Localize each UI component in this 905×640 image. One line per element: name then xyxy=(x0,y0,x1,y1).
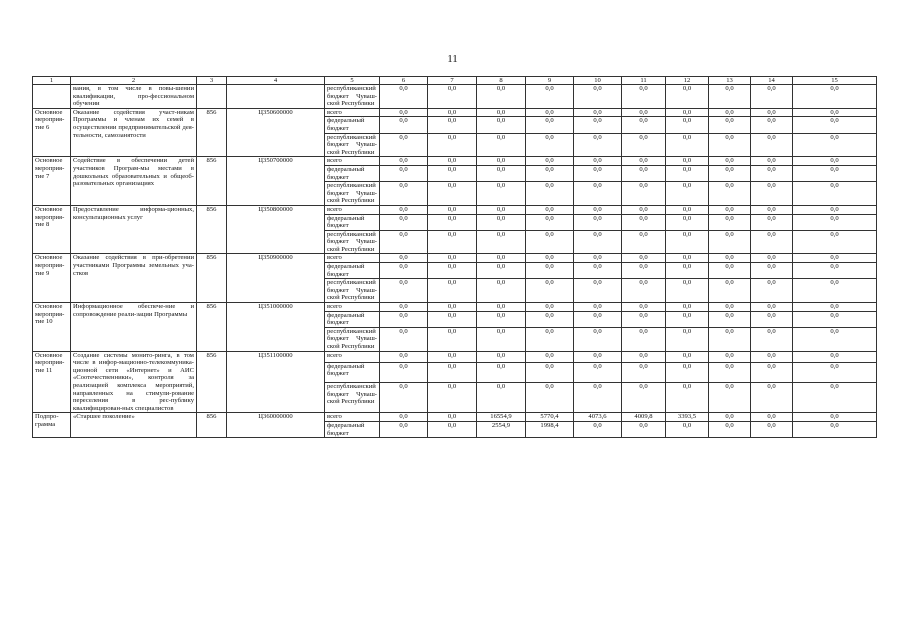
column-header: 2 xyxy=(71,77,197,85)
row-description: вания, в том числе в повы-шении квалификации, про-фессиональном обучении xyxy=(71,85,197,109)
amount-cell: 0,0 xyxy=(666,279,709,303)
funding-source: всего xyxy=(325,351,380,362)
amount-cell: 0,0 xyxy=(666,311,709,327)
amount-cell: 0,0 xyxy=(477,85,526,109)
funding-source: всего xyxy=(325,157,380,166)
amount-cell: 0,0 xyxy=(526,263,574,279)
amount-cell: 0,0 xyxy=(793,279,877,303)
amount-cell: 0,0 xyxy=(751,362,793,383)
amount-cell: 0,0 xyxy=(622,205,666,214)
amount-cell: 0,0 xyxy=(622,165,666,181)
amount-cell: 0,0 xyxy=(709,214,751,230)
amount-cell: 0,0 xyxy=(751,230,793,254)
amount-cell: 0,0 xyxy=(380,182,428,206)
amount-cell: 0,0 xyxy=(428,108,477,117)
amount-cell: 0,0 xyxy=(477,157,526,166)
amount-cell: 0,0 xyxy=(622,85,666,109)
amount-cell: 0,0 xyxy=(380,362,428,383)
amount-cell: 0,0 xyxy=(709,303,751,312)
amount-cell: 0,0 xyxy=(526,279,574,303)
amount-cell: 0,0 xyxy=(380,165,428,181)
amount-cell: 0,0 xyxy=(751,108,793,117)
amount-cell: 4073,6 xyxy=(574,413,622,422)
amount-cell: 0,0 xyxy=(622,327,666,351)
amount-cell: 0,0 xyxy=(380,413,428,422)
column-header: 10 xyxy=(574,77,622,85)
grbs-code: 856 xyxy=(197,108,227,157)
funding-source: республиканский бюджет Чуваш-ской Республики xyxy=(325,182,380,206)
amount-cell: 0,0 xyxy=(793,133,877,157)
amount-cell: 0,0 xyxy=(428,327,477,351)
amount-cell: 0,0 xyxy=(574,214,622,230)
amount-cell: 0,0 xyxy=(751,205,793,214)
amount-cell: 0,0 xyxy=(751,421,793,437)
amount-cell: 0,0 xyxy=(574,327,622,351)
amount-cell: 0,0 xyxy=(428,165,477,181)
amount-cell: 0,0 xyxy=(666,133,709,157)
amount-cell: 0,0 xyxy=(526,230,574,254)
header-row xyxy=(33,77,877,85)
amount-cell: 0,0 xyxy=(751,182,793,206)
amount-cell: 0,0 xyxy=(574,205,622,214)
amount-cell: 0,0 xyxy=(526,133,574,157)
amount-cell: 2554,9 xyxy=(477,421,526,437)
amount-cell: 0,0 xyxy=(574,383,622,413)
amount-cell: 0,0 xyxy=(793,108,877,117)
amount-cell: 0,0 xyxy=(751,117,793,133)
amount-cell: 0,0 xyxy=(666,214,709,230)
amount-cell: 0,0 xyxy=(477,279,526,303)
amount-cell: 0,0 xyxy=(666,351,709,362)
funding-table xyxy=(32,76,877,438)
amount-cell: 0,0 xyxy=(793,303,877,312)
amount-cell: 0,0 xyxy=(526,351,574,362)
amount-cell: 0,0 xyxy=(526,117,574,133)
amount-cell: 0,0 xyxy=(477,230,526,254)
amount-cell: 0,0 xyxy=(622,311,666,327)
amount-cell: 5770,4 xyxy=(526,413,574,422)
column-header: 8 xyxy=(477,77,526,85)
amount-cell: 0,0 xyxy=(526,327,574,351)
amount-cell: 0,0 xyxy=(526,165,574,181)
amount-cell: 0,0 xyxy=(709,421,751,437)
amount-cell: 0,0 xyxy=(751,383,793,413)
amount-cell: 0,0 xyxy=(666,327,709,351)
amount-cell: 0,0 xyxy=(793,413,877,422)
funding-source: федеральный бюджет xyxy=(325,362,380,383)
amount-cell: 0,0 xyxy=(709,327,751,351)
amount-cell: 0,0 xyxy=(709,165,751,181)
amount-cell: 0,0 xyxy=(666,383,709,413)
amount-cell: 0,0 xyxy=(477,303,526,312)
table-row xyxy=(33,205,877,214)
grbs-code: 856 xyxy=(197,303,227,352)
amount-cell: 0,0 xyxy=(751,214,793,230)
funding-source: федеральный бюджет xyxy=(325,214,380,230)
amount-cell: 0,0 xyxy=(793,230,877,254)
column-header: 14 xyxy=(751,77,793,85)
amount-cell: 0,0 xyxy=(574,157,622,166)
amount-cell: 0,0 xyxy=(574,254,622,263)
amount-cell: 0,0 xyxy=(751,165,793,181)
amount-cell: 0,0 xyxy=(477,165,526,181)
amount-cell: 0,0 xyxy=(428,214,477,230)
amount-cell: 0,0 xyxy=(380,205,428,214)
amount-cell: 0,0 xyxy=(477,182,526,206)
amount-cell: 0,0 xyxy=(428,421,477,437)
amount-cell: 0,0 xyxy=(622,133,666,157)
amount-cell: 0,0 xyxy=(526,383,574,413)
funding-source: всего xyxy=(325,303,380,312)
table-row xyxy=(33,303,877,312)
amount-cell: 0,0 xyxy=(477,263,526,279)
amount-cell: 0,0 xyxy=(709,133,751,157)
column-header: 7 xyxy=(428,77,477,85)
funding-source: федеральный бюджет xyxy=(325,165,380,181)
amount-cell: 0,0 xyxy=(751,133,793,157)
amount-cell: 0,0 xyxy=(751,254,793,263)
amount-cell: 0,0 xyxy=(793,327,877,351)
amount-cell: 0,0 xyxy=(380,263,428,279)
amount-cell: 0,0 xyxy=(428,230,477,254)
amount-cell: 0,0 xyxy=(751,303,793,312)
amount-cell: 0,0 xyxy=(666,230,709,254)
amount-cell: 4009,8 xyxy=(622,413,666,422)
funding-source: республиканский бюджет Чуваш-ской Республики xyxy=(325,133,380,157)
amount-cell: 0,0 xyxy=(526,303,574,312)
amount-cell: 0,0 xyxy=(666,205,709,214)
amount-cell: 0,0 xyxy=(793,383,877,413)
column-header: 3 xyxy=(197,77,227,85)
row-description: «Старшее поколение» xyxy=(71,413,197,438)
amount-cell: 0,0 xyxy=(526,182,574,206)
amount-cell: 0,0 xyxy=(793,85,877,109)
column-header: 13 xyxy=(709,77,751,85)
amount-cell: 3393,5 xyxy=(666,413,709,422)
grbs-code xyxy=(197,85,227,109)
amount-cell: 0,0 xyxy=(622,383,666,413)
amount-cell: 0,0 xyxy=(751,311,793,327)
row-description: Информационное обеспече-ние и сопровождение реали-зации Программы xyxy=(71,303,197,352)
amount-cell: 0,0 xyxy=(526,205,574,214)
grbs-code: 856 xyxy=(197,157,227,206)
funding-source: республиканский бюджет Чуваш-ской Республики xyxy=(325,85,380,109)
amount-cell: 0,0 xyxy=(574,133,622,157)
budget-code: Ц351000000 xyxy=(227,303,325,352)
amount-cell: 0,0 xyxy=(622,157,666,166)
grbs-code: 856 xyxy=(197,413,227,438)
amount-cell: 0,0 xyxy=(622,421,666,437)
budget-code: Ц360000000 xyxy=(227,413,325,438)
amount-cell: 0,0 xyxy=(477,351,526,362)
amount-cell: 0,0 xyxy=(622,214,666,230)
column-header: 5 xyxy=(325,77,380,85)
amount-cell: 0,0 xyxy=(574,303,622,312)
amount-cell: 0,0 xyxy=(574,362,622,383)
amount-cell: 0,0 xyxy=(709,108,751,117)
amount-cell: 0,0 xyxy=(709,182,751,206)
amount-cell: 0,0 xyxy=(709,157,751,166)
grbs-code: 856 xyxy=(197,205,227,254)
row-description: Оказание содействия участ-никам Программы и членам их семей в осуществлении предпринимательской дея-тельности, самозанятости xyxy=(71,108,197,157)
amount-cell: 0,0 xyxy=(574,182,622,206)
amount-cell: 0,0 xyxy=(380,351,428,362)
amount-cell: 0,0 xyxy=(380,421,428,437)
funding-source: всего xyxy=(325,413,380,422)
amount-cell: 0,0 xyxy=(793,263,877,279)
amount-cell: 0,0 xyxy=(380,157,428,166)
amount-cell: 0,0 xyxy=(574,117,622,133)
amount-cell: 0,0 xyxy=(622,362,666,383)
amount-cell: 0,0 xyxy=(574,311,622,327)
amount-cell: 0,0 xyxy=(380,311,428,327)
amount-cell: 0,0 xyxy=(666,165,709,181)
column-header: 1 xyxy=(33,77,71,85)
row-description: Содействие в обеспечении детей участников Програм-мы местами в дошкольных образовательных и общеоб-разовательных организациях xyxy=(71,157,197,206)
amount-cell: 0,0 xyxy=(380,214,428,230)
column-header: 12 xyxy=(666,77,709,85)
amount-cell: 0,0 xyxy=(526,362,574,383)
amount-cell: 0,0 xyxy=(793,117,877,133)
amount-cell: 0,0 xyxy=(622,351,666,362)
amount-cell: 0,0 xyxy=(709,413,751,422)
amount-cell: 0,0 xyxy=(622,254,666,263)
amount-cell: 0,0 xyxy=(428,263,477,279)
amount-cell: 0,0 xyxy=(428,311,477,327)
amount-cell: 0,0 xyxy=(666,263,709,279)
budget-code: Ц350800000 xyxy=(227,205,325,254)
amount-cell: 0,0 xyxy=(477,117,526,133)
amount-cell: 0,0 xyxy=(622,303,666,312)
amount-cell: 0,0 xyxy=(380,133,428,157)
column-header: 6 xyxy=(380,77,428,85)
amount-cell: 0,0 xyxy=(574,85,622,109)
amount-cell: 0,0 xyxy=(622,263,666,279)
amount-cell: 0,0 xyxy=(477,311,526,327)
amount-cell: 0,0 xyxy=(622,108,666,117)
row-label: Основное мероприя-тие 7 xyxy=(33,157,71,206)
budget-code: Ц351100000 xyxy=(227,351,325,413)
amount-cell: 0,0 xyxy=(751,327,793,351)
page-number: 11 xyxy=(447,53,458,65)
row-label: Подпро-грамма xyxy=(33,413,71,438)
column-header: 9 xyxy=(526,77,574,85)
amount-cell: 0,0 xyxy=(709,230,751,254)
row-description: Предоставление информа-ционных, консультационных услуг xyxy=(71,205,197,254)
amount-cell: 0,0 xyxy=(380,117,428,133)
amount-cell: 0,0 xyxy=(793,214,877,230)
amount-cell: 0,0 xyxy=(526,214,574,230)
row-description: Оказание содействия в при-обретении участниками Программы земельных уча-стков xyxy=(71,254,197,303)
amount-cell: 0,0 xyxy=(477,214,526,230)
amount-cell: 0,0 xyxy=(574,351,622,362)
amount-cell: 1998,4 xyxy=(526,421,574,437)
amount-cell: 0,0 xyxy=(622,117,666,133)
amount-cell: 0,0 xyxy=(751,85,793,109)
amount-cell: 0,0 xyxy=(428,157,477,166)
amount-cell: 0,0 xyxy=(793,205,877,214)
amount-cell: 0,0 xyxy=(793,157,877,166)
amount-cell: 0,0 xyxy=(380,279,428,303)
funding-source: всего xyxy=(325,254,380,263)
amount-cell: 0,0 xyxy=(380,303,428,312)
funding-source: республиканский бюджет Чуваш-ской Республики xyxy=(325,279,380,303)
amount-cell: 0,0 xyxy=(428,279,477,303)
amount-cell: 0,0 xyxy=(793,165,877,181)
amount-cell: 0,0 xyxy=(380,327,428,351)
amount-cell: 0,0 xyxy=(428,303,477,312)
amount-cell: 0,0 xyxy=(709,254,751,263)
amount-cell: 16554,9 xyxy=(477,413,526,422)
budget-code: Ц350900000 xyxy=(227,254,325,303)
amount-cell: 0,0 xyxy=(622,182,666,206)
budget-code xyxy=(227,85,325,109)
column-header: 11 xyxy=(622,77,666,85)
amount-cell: 0,0 xyxy=(526,254,574,263)
table-row xyxy=(33,157,877,166)
amount-cell: 0,0 xyxy=(428,254,477,263)
amount-cell: 0,0 xyxy=(793,351,877,362)
amount-cell: 0,0 xyxy=(428,205,477,214)
amount-cell: 0,0 xyxy=(574,165,622,181)
budget-code: Ц350600000 xyxy=(227,108,325,157)
amount-cell: 0,0 xyxy=(666,362,709,383)
amount-cell: 0,0 xyxy=(666,108,709,117)
row-label xyxy=(33,85,71,109)
row-description: Создание системы монито-ринга, в том числе в инфор-мационно-телекоммуника-ционной сети «Интернет» и АИС «Соотечественники», контроля за реализацией комплекса мероприятий, направленных на стимули-рование переселения в рес-публику квалифицирован-ных специалистов xyxy=(71,351,197,413)
row-label: Основное мероприя-тие 8 xyxy=(33,205,71,254)
amount-cell: 0,0 xyxy=(428,117,477,133)
funding-source: республиканский бюджет Чуваш-ской Республики xyxy=(325,230,380,254)
funding-source: всего xyxy=(325,205,380,214)
amount-cell: 0,0 xyxy=(793,362,877,383)
funding-source: республиканский бюджет Чуваш-ской Республики xyxy=(325,383,380,413)
amount-cell: 0,0 xyxy=(709,85,751,109)
amount-cell: 0,0 xyxy=(709,383,751,413)
table-row xyxy=(33,254,877,263)
amount-cell: 0,0 xyxy=(380,108,428,117)
amount-cell: 0,0 xyxy=(666,117,709,133)
amount-cell: 0,0 xyxy=(666,303,709,312)
amount-cell: 0,0 xyxy=(751,413,793,422)
funding-source: федеральный бюджет xyxy=(325,117,380,133)
amount-cell: 0,0 xyxy=(709,263,751,279)
row-label: Основное мероприя-тие 6 xyxy=(33,108,71,157)
amount-cell: 0,0 xyxy=(622,279,666,303)
amount-cell: 0,0 xyxy=(751,351,793,362)
amount-cell: 0,0 xyxy=(574,108,622,117)
amount-cell: 0,0 xyxy=(428,383,477,413)
amount-cell: 0,0 xyxy=(428,351,477,362)
amount-cell: 0,0 xyxy=(477,133,526,157)
amount-cell: 0,0 xyxy=(477,205,526,214)
amount-cell: 0,0 xyxy=(666,421,709,437)
amount-cell: 0,0 xyxy=(477,383,526,413)
amount-cell: 0,0 xyxy=(793,182,877,206)
table-body xyxy=(33,85,877,438)
amount-cell: 0,0 xyxy=(380,383,428,413)
amount-cell: 0,0 xyxy=(428,413,477,422)
table-row xyxy=(33,413,877,422)
amount-cell: 0,0 xyxy=(574,263,622,279)
amount-cell: 0,0 xyxy=(709,117,751,133)
funding-source: всего xyxy=(325,108,380,117)
amount-cell: 0,0 xyxy=(751,279,793,303)
amount-cell: 0,0 xyxy=(622,230,666,254)
amount-cell: 0,0 xyxy=(709,351,751,362)
amount-cell: 0,0 xyxy=(793,254,877,263)
amount-cell: 0,0 xyxy=(380,254,428,263)
row-label: Основное мероприя-тие 11 xyxy=(33,351,71,413)
funding-source: федеральный бюджет xyxy=(325,263,380,279)
amount-cell: 0,0 xyxy=(751,263,793,279)
amount-cell: 0,0 xyxy=(574,230,622,254)
grbs-code: 856 xyxy=(197,351,227,413)
table-row xyxy=(33,108,877,117)
amount-cell: 0,0 xyxy=(526,108,574,117)
amount-cell: 0,0 xyxy=(751,157,793,166)
row-label: Основное мероприя-тие 9 xyxy=(33,254,71,303)
amount-cell: 0,0 xyxy=(477,108,526,117)
amount-cell: 0,0 xyxy=(428,182,477,206)
table-row xyxy=(33,85,877,109)
funding-source: федеральный бюджет xyxy=(325,421,380,437)
amount-cell: 0,0 xyxy=(526,311,574,327)
amount-cell: 0,0 xyxy=(666,85,709,109)
amount-cell: 0,0 xyxy=(477,254,526,263)
amount-cell: 0,0 xyxy=(666,254,709,263)
amount-cell: 0,0 xyxy=(709,205,751,214)
column-header: 4 xyxy=(227,77,325,85)
amount-cell: 0,0 xyxy=(709,279,751,303)
amount-cell: 0,0 xyxy=(666,157,709,166)
amount-cell: 0,0 xyxy=(428,362,477,383)
budget-code: Ц350700000 xyxy=(227,157,325,206)
funding-source: федеральный бюджет xyxy=(325,311,380,327)
amount-cell: 0,0 xyxy=(526,85,574,109)
amount-cell: 0,0 xyxy=(793,311,877,327)
amount-cell: 0,0 xyxy=(380,230,428,254)
row-label: Основное мероприя-тие 10 xyxy=(33,303,71,352)
amount-cell: 0,0 xyxy=(574,421,622,437)
amount-cell: 0,0 xyxy=(428,133,477,157)
amount-cell: 0,0 xyxy=(793,421,877,437)
amount-cell: 0,0 xyxy=(709,362,751,383)
amount-cell: 0,0 xyxy=(574,279,622,303)
amount-cell: 0,0 xyxy=(428,85,477,109)
amount-cell: 0,0 xyxy=(666,182,709,206)
funding-source: республиканский бюджет Чуваш-ской Республики xyxy=(325,327,380,351)
column-header: 15 xyxy=(793,77,877,85)
grbs-code: 856 xyxy=(197,254,227,303)
table-row xyxy=(33,351,877,362)
amount-cell: 0,0 xyxy=(477,362,526,383)
amount-cell: 0,0 xyxy=(526,157,574,166)
amount-cell: 0,0 xyxy=(709,311,751,327)
amount-cell: 0,0 xyxy=(380,85,428,109)
amount-cell: 0,0 xyxy=(477,327,526,351)
